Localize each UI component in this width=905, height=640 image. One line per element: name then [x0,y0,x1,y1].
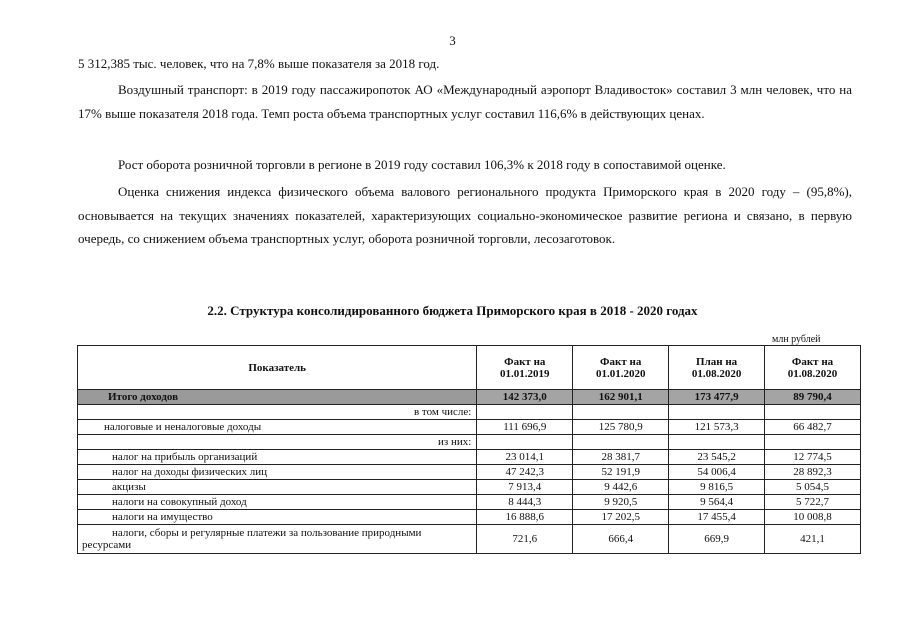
table-row [78,495,861,510]
page-number: 3 [449,33,456,48]
table-row [78,465,861,480]
cell-value: 9 816,5 [669,480,765,495]
cell-value: 142 373,0 [477,390,573,405]
cell-value: 10 008,8 [765,510,861,525]
paragraph: Воздушный транспорт: в 2019 году пассажиропоток АО «Международный аэропорт Владивосток» составил 3 млн человек, что на 17% выше показателя 2018 года. Темп роста объема транспортных услуг составил 116,6% в действующих ценах. [78,82,852,121]
table-row-total [78,390,861,405]
row-label: налог на доходы физических лиц [78,465,477,480]
cell-value: 23 014,1 [477,450,573,465]
cell-value: 28 892,3 [765,465,861,480]
table-subheader-row [78,405,861,420]
section-title: 2.2. Структура консолидированного бюджета Приморского края в 2018 - 2020 годах [207,303,698,318]
cell-value: 7 913,4 [477,480,573,495]
paragraph: 5 312,385 тыс. человек, что на 7,8% выше показателя за 2018 год. [78,56,440,71]
column-header: Факт на 01.01.2019 [477,346,573,390]
cell-value: 5 054,5 [765,480,861,495]
row-label: налоги на имущество [78,510,477,525]
cell-value: 28 381,7 [573,450,669,465]
cell-value: 162 901,1 [573,390,669,405]
row-label: Итого доходов [78,390,477,405]
units-label: млн рублей [772,334,821,345]
cell-value: 721,6 [477,525,573,554]
column-header: Факт на 01.08.2020 [765,346,861,390]
cell-value: 669,9 [669,525,765,554]
row-label: акцизы [78,480,477,495]
table-subheader-row [78,435,861,450]
table-row [78,450,861,465]
cell-value: 5 722,7 [765,495,861,510]
cell-value: 66 482,7 [765,420,861,435]
cell-value: 17 202,5 [573,510,669,525]
cell-value: 9 920,5 [573,495,669,510]
table-row [78,525,861,554]
column-header: Показатель [78,346,477,390]
cell-value: 89 790,4 [765,390,861,405]
cell-value: 121 573,3 [669,420,765,435]
cell-value: 47 242,3 [477,465,573,480]
cell-value: 125 780,9 [573,420,669,435]
cell-value: 17 455,4 [669,510,765,525]
paragraph: Рост оборота розничной торговли в регионе в 2019 году составил 106,3% к 2018 году в сопоставимой оценке. [118,157,726,172]
row-label: налоги на совокупный доход [78,495,477,510]
cell-value: 111 696,9 [477,420,573,435]
cell-value: 16 888,6 [477,510,573,525]
table-row [78,480,861,495]
cell-value: 54 006,4 [669,465,765,480]
column-header: Факт на 01.01.2020 [573,346,669,390]
row-label: налог на прибыль организаций [78,450,477,465]
table-header-row [78,346,861,390]
cell-value: 9 442,6 [573,480,669,495]
subheader-label: в том числе: [78,405,477,420]
column-header: План на 01.08.2020 [669,346,765,390]
table-row [78,420,861,435]
cell-value: 8 444,3 [477,495,573,510]
cell-value: 23 545,2 [669,450,765,465]
cell-value: 12 774,5 [765,450,861,465]
cell-value: 173 477,9 [669,390,765,405]
paragraph: Оценка снижения индекса физического объема валового регионального продукта Приморского края в 2020 году – (95,8%), основывается на текущих значениях показателей, характеризующих социально-экономическое развитие региона и связано, в первую очередь, со снижением объема транспортных услуг, оборота розничной торговли, лесозаготовок. [78,184,852,246]
cell-value: 9 564,4 [669,495,765,510]
subheader-label: из них: [78,435,477,450]
row-label: налоговые и неналоговые доходы [78,420,477,435]
table-row [78,510,861,525]
budget-table [77,345,861,554]
cell-value: 52 191,9 [573,465,669,480]
cell-value: 421,1 [765,525,861,554]
row-label: налоги, сборы и регулярные платежи за пользование природными ресурсами [78,525,477,554]
cell-value: 666,4 [573,525,669,554]
